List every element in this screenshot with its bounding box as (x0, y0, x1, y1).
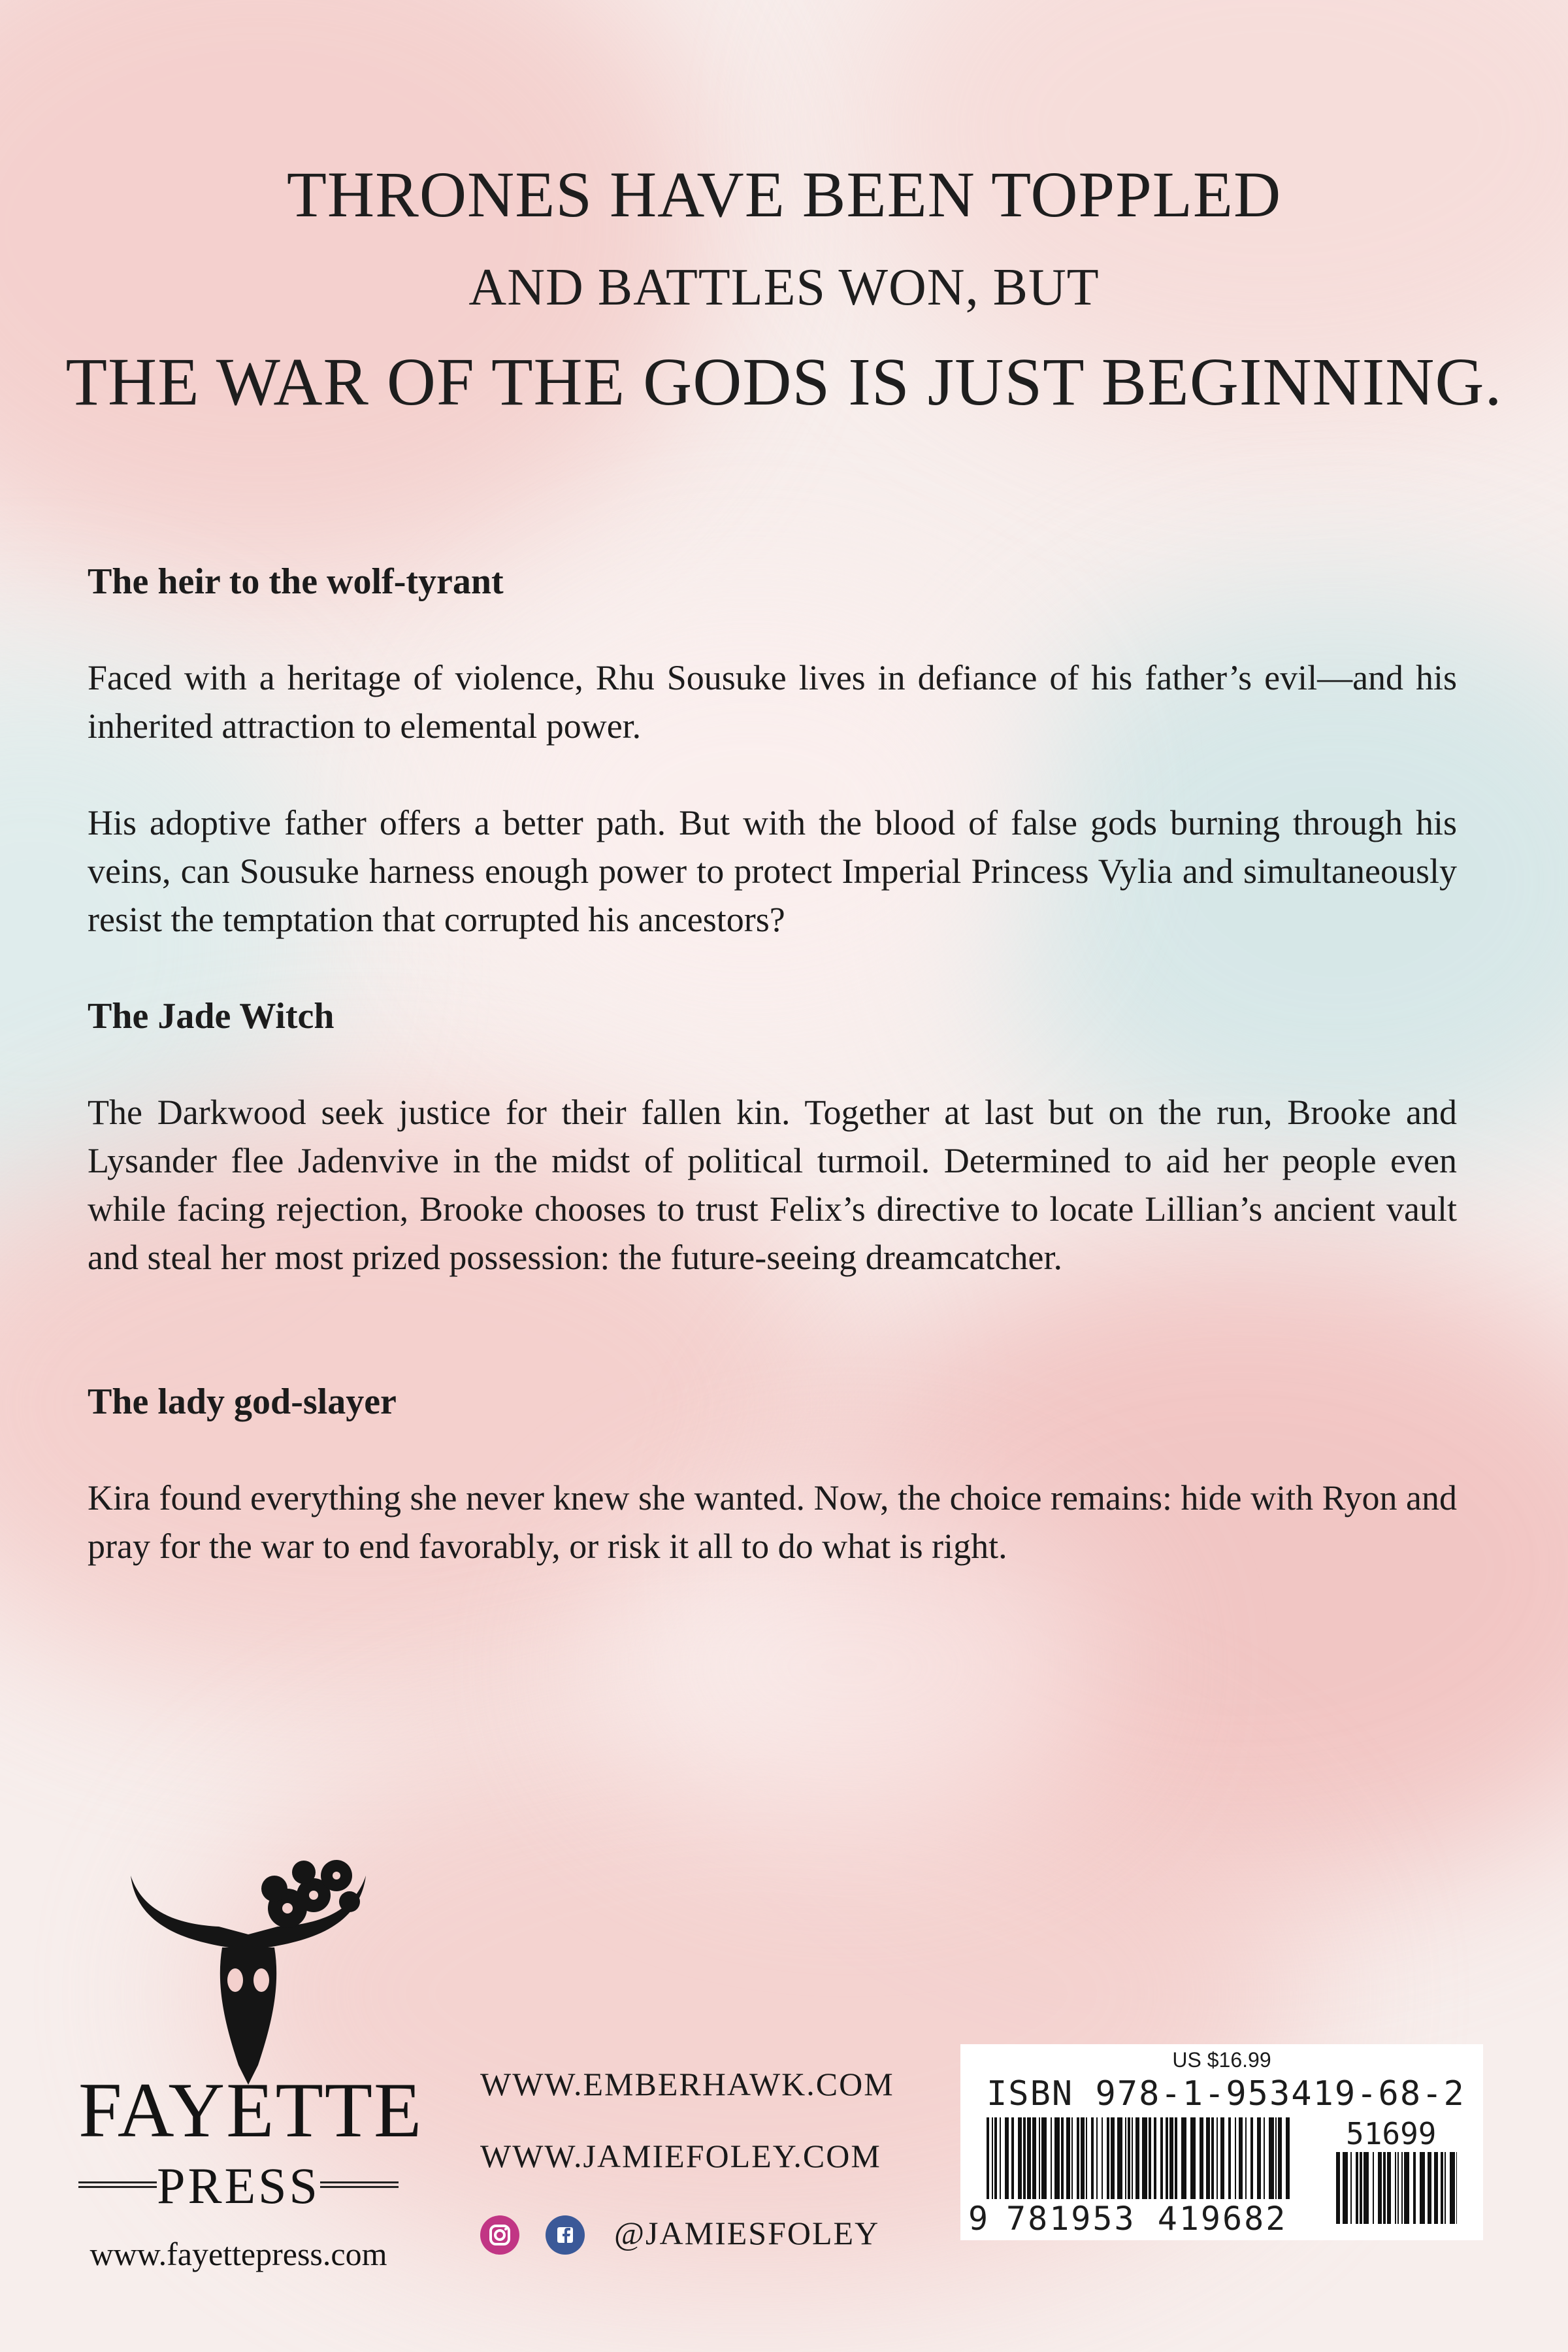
isbn-number: ISBN 978-1-953419-68-2 (987, 2074, 1465, 2113)
paragraph: Faced with a heritage of violence, Rhu Sousuke lives in defiance of his father’s evil—and his inherited attraction to elemental power. (88, 658, 1457, 746)
paragraph: Kira found everything she never knew she wanted. Now, the choice remains: hide with Ryon and pray for the war to end favorably, or risk it all to do what is right. (88, 1478, 1457, 1566)
price-label: US $16.99 (1172, 2048, 1271, 2072)
publisher-url[interactable]: www.fayettepress.com (90, 2236, 387, 2272)
social-row (480, 2215, 938, 2255)
section-title: The lady god-slayer (88, 1382, 397, 1422)
section-heir-paragraph-1 (88, 654, 1457, 750)
publisher-name: FAYETTE (78, 2066, 423, 2153)
section-title: The Jade Witch (88, 996, 335, 1036)
ean-digits: 781953 419682 (1006, 2200, 1288, 2238)
section-god-slayer-paragraph (88, 1474, 1457, 1570)
website-link-emberhawk[interactable]: WWW.EMBERHAWK.COM (480, 2066, 894, 2102)
section-god-slayer (88, 1379, 1457, 1425)
divider (320, 2181, 399, 2188)
section-heir (88, 559, 1457, 605)
website-link-jamiefoley[interactable]: WWW.JAMIEFOLEY.COM (480, 2138, 881, 2174)
paragraph: The Darkwood seek justice for their fallen kin. Together at last but on the run, Brooke and Lysander flee Jadenvive in the midst of political turmoil. Determined to aid her people even while facing rejection, Brooke chooses to trust Felix’s directive to locate Lillian’s ancient vault and steal her most prized possession: the future-seeing dreamcatcher. (88, 1093, 1457, 1277)
isbn-barcode (960, 2044, 1483, 2240)
section-jade-witch (88, 993, 1457, 1039)
ean-first-digit: 9 (968, 2200, 988, 2238)
section-heir-paragraph-2 (88, 799, 1457, 944)
publisher-press-row (78, 2157, 399, 2215)
barcode-addon-bars (1336, 2152, 1457, 2224)
publisher-press: PRESS (157, 2157, 320, 2214)
headline-line-1: THRONES HAVE BEEN TOPPLED (286, 158, 1282, 231)
facebook-icon[interactable] (546, 2215, 585, 2255)
section-jade-witch-paragraph (88, 1088, 1457, 1282)
instagram-icon[interactable] (480, 2215, 519, 2255)
social-handle[interactable]: @JAMIESFOLEY (614, 2215, 880, 2251)
longhorn-skull-with-flowers-icon (118, 1849, 379, 2098)
addon-digits: 51699 (1346, 2116, 1437, 2151)
headline-line-2: AND BATTLES WON, BUT (468, 259, 1100, 316)
paragraph: His adoptive father offers a better path. But with the blood of false gods burning through his veins, can Sousuke harness enough power to protect Imperial Princess Vylia and simultaneously resist the temptation that corrupted his ancestors? (88, 803, 1457, 939)
headline-line-3: THE WAR OF THE GODS IS JUST BEGINNING. (65, 344, 1503, 420)
section-title: The heir to the wolf-tyrant (88, 561, 504, 602)
